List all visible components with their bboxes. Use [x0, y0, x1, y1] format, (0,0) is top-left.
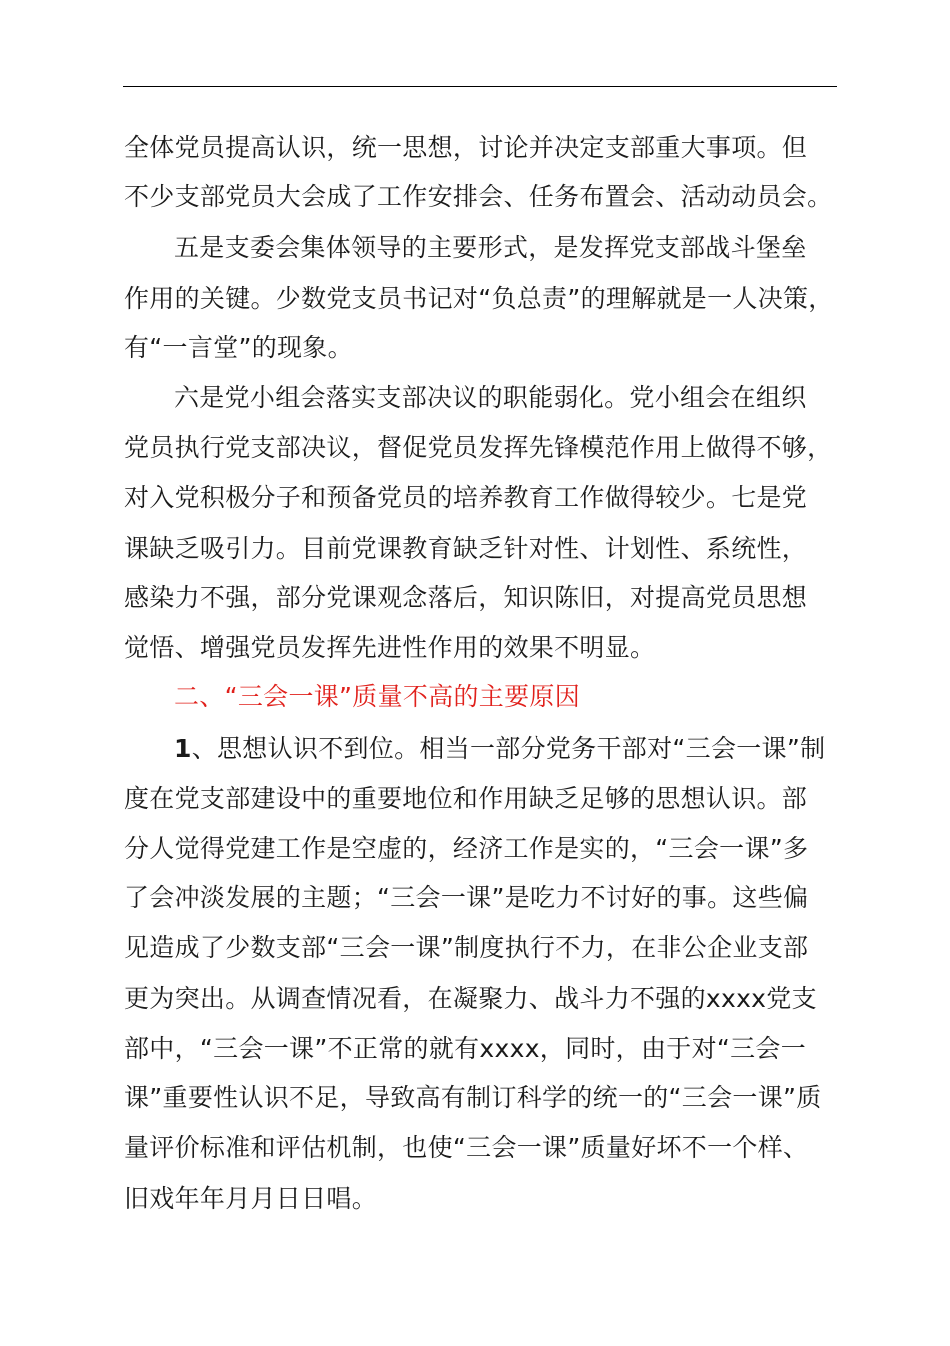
header-rule	[123, 86, 837, 87]
text-line: 五是支委会集体领导的主要形式，是发挥党支部战斗堡垒	[174, 233, 807, 262]
text-line: 见造成了少数支部“三会一课”制度执行不力，在非公企业支部	[124, 933, 809, 962]
text-line: 了会冲淡发展的主题；“三会一课”是吃力不讨好的事。这些偏	[124, 883, 809, 912]
text-line: 分人觉得党建工作是空虚的，经济工作是实的，“三会一课”多	[124, 834, 809, 863]
item-text: 、思想认识不到位。相当一部分党务干部对“三会一课”制	[191, 734, 826, 763]
section-heading: 二、“三会一课”质量不高的主要原因	[174, 682, 581, 711]
text-line: 旧戏年年月月日日唱。	[124, 1184, 378, 1213]
text-line: 党员执行党支部决议，督促党员发挥先锋模范作用上做得不够，	[124, 433, 833, 462]
text-line: 课”重要性认识不足，导致高有制订科学的统一的“三会一课”质	[124, 1083, 822, 1112]
text-line: 全体党员提高认识，统一思想，讨论并决定支部重大事项。但	[124, 133, 808, 162]
text-line: 部中，“三会一课”不正常的就有xxxx，同时，由于对“三会一	[124, 1034, 807, 1063]
text-line: 感染力不强，部分党课观念落后，知识陈旧，对提高党员思想	[124, 583, 808, 612]
text-line: 有“一言堂”的现象。	[124, 333, 353, 362]
text-line: 度在党支部建设中的重要地位和作用缺乏足够的思想认识。部	[124, 784, 808, 813]
text-line: 量评价标准和评估机制，也使“三会一课”质量好坏不一个样、	[124, 1133, 809, 1162]
text-line: 更为突出。从调查情况看，在凝聚力、战斗力不强的xxxx党支	[124, 984, 817, 1013]
text-line: 对入党积极分子和预备党员的培养教育工作做得较少。七是党	[124, 483, 808, 512]
text-line: 觉悟、增强党员发挥先进性作用的效果不明显。	[124, 633, 656, 662]
text-line: 作用的关键。少数党支员书记对“负总责”的理解就是一人决策，	[124, 284, 834, 313]
text-line: 不少支部党员大会成了工作安排会、任务布置会、活动动员会。	[124, 182, 833, 211]
text-line	[174, 732, 825, 766]
text-line: 课缺乏吸引力。目前党课教育缺乏针对性、计划性、系统性，	[124, 534, 808, 563]
text-line: 六是党小组会落实支部决议的职能弱化。党小组会在组织	[174, 383, 807, 412]
item-number: 1	[174, 734, 192, 763]
